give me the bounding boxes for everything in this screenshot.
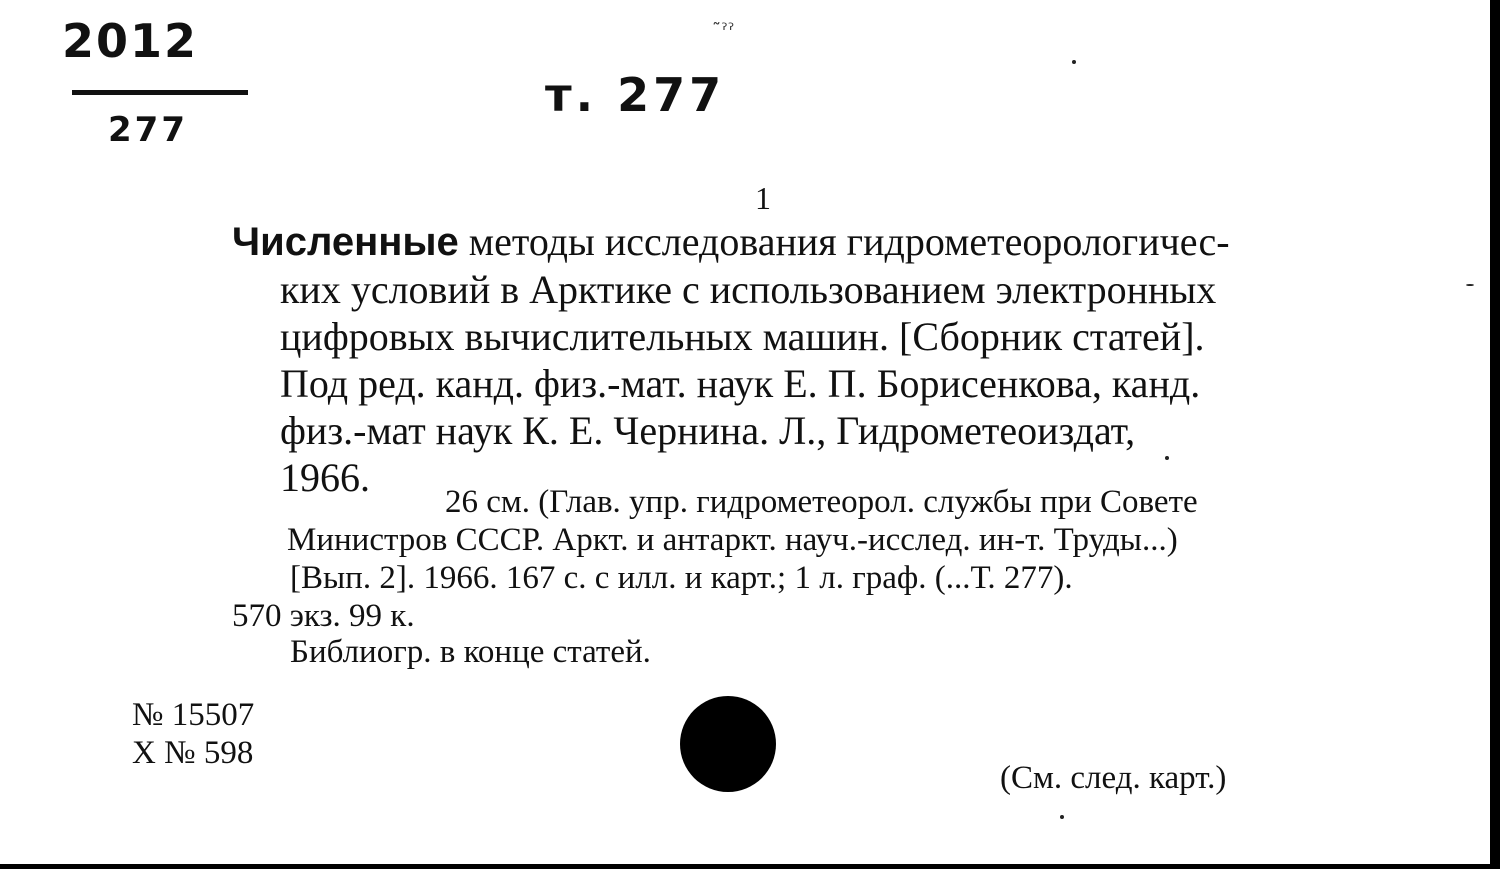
- description-line: 1966.: [280, 455, 370, 500]
- collation-line: Министров СССР. Аркт. и антаркт. науч.-исслед. ин-т. Труды...): [287, 522, 1178, 558]
- speck: [1060, 815, 1064, 819]
- speck: [1165, 456, 1169, 460]
- description-line: физ.-мат наук К. Е. Чернина. Л., Гидрометеоиздат,: [280, 408, 1136, 453]
- punch-hole: [680, 696, 776, 792]
- description-line: цифровых вычислительных машин. [Сборник статей].: [280, 314, 1205, 359]
- accession-number: № 15507: [132, 697, 255, 733]
- sequence-number: 1: [755, 180, 771, 216]
- collation-line: [Вып. 2]. 1966. 167 с. с илл. и карт.; 1 л. граф. (...Т. 277).: [290, 560, 1073, 596]
- accession-number: Х № 598: [132, 735, 254, 771]
- speck: [1072, 60, 1076, 64]
- call-number-bottom: 277: [108, 110, 188, 150]
- speck: [1466, 284, 1474, 286]
- collation-line: 26 см. (Глав. упр. гидрометеорол. службы при Совете: [445, 484, 1198, 520]
- ink-smudge: ˜ˀˀ: [712, 20, 735, 41]
- title-headword: Численные: [232, 220, 459, 264]
- description-line: Под ред. канд. физ.-мат. наук Е. П. Борисенкова, канд.: [280, 361, 1201, 406]
- shelf-mark: т. 277: [545, 68, 726, 122]
- continuation-note: (См. след. карт.): [1000, 760, 1227, 796]
- bibliographic-description: [232, 218, 1407, 501]
- accession-numbers: [132, 696, 254, 772]
- description-line: ких условий в Арктике с использованием электронных: [280, 267, 1217, 312]
- description-line: Численные методы исследования гидрометеорологичес-: [232, 219, 1230, 264]
- call-number-top: 2012: [62, 14, 199, 68]
- call-number-divider: [72, 90, 248, 95]
- edition-price-line: 570 экз. 99 к.: [232, 598, 415, 634]
- bibliography-note: Библиогр. в конце статей.: [290, 634, 651, 670]
